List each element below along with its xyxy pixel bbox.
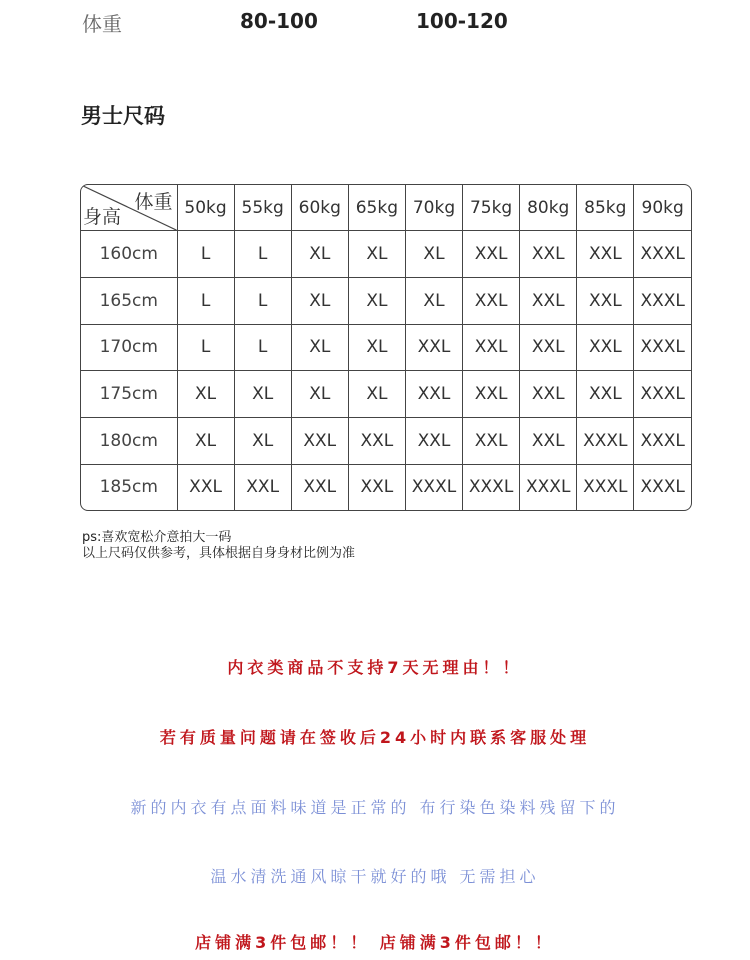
size-cell: XXXL [634, 277, 691, 324]
note-line-2: 以上尺码仅供参考，具体根据自身身材比例为准 [82, 546, 356, 561]
size-cell: L [234, 231, 291, 278]
table-row [81, 418, 691, 465]
table-header-row [81, 185, 691, 231]
size-cell: XXXL [463, 464, 520, 510]
size-cell: XXL [577, 277, 634, 324]
size-cell: XL [177, 371, 234, 418]
return-policy-notice: 内衣类商品不支持7天无理由！！ [227, 658, 523, 677]
size-cell: XL [177, 418, 234, 465]
size-cell: XXL [348, 418, 405, 465]
size-cell: L [177, 231, 234, 278]
weight-header-cell: 65kg [348, 185, 405, 231]
size-cell: XL [291, 231, 348, 278]
size-cell: XXL [463, 277, 520, 324]
size-cell: XL [234, 371, 291, 418]
size-cell: XL [348, 231, 405, 278]
size-cell: XXL [177, 464, 234, 510]
weight-header-cell: 60kg [291, 185, 348, 231]
size-cell: XL [291, 277, 348, 324]
size-cell: XXXL [634, 371, 691, 418]
table-row [81, 277, 691, 324]
size-cell: XXL [463, 231, 520, 278]
size-cell: XXL [577, 231, 634, 278]
size-notes [82, 530, 355, 562]
size-cell: XXL [234, 464, 291, 510]
weight-range-row [0, 8, 750, 38]
table-row [81, 371, 691, 418]
size-cell: XXL [463, 418, 520, 465]
size-cell: XXL [577, 324, 634, 371]
size-cell: XXXL [405, 464, 462, 510]
corner-height-label: 身高 [83, 206, 122, 229]
weight-header-cell: 90kg [634, 185, 691, 231]
weight-range-1: 80-100 [240, 9, 318, 33]
weight-header-cell: 85kg [577, 185, 634, 231]
weight-header-cell: 50kg [177, 185, 234, 231]
height-cell: 175cm [81, 371, 177, 418]
height-cell: 160cm [81, 231, 177, 278]
size-cell: XXL [348, 464, 405, 510]
corner-cell [81, 185, 177, 231]
size-cell: L [234, 324, 291, 371]
height-cell: 170cm [81, 324, 177, 371]
weight-header-cell: 75kg [463, 185, 520, 231]
weight-header-cell: 55kg [234, 185, 291, 231]
size-cell: XXL [291, 464, 348, 510]
weight-header-cell: 70kg [405, 185, 462, 231]
size-cell: XXL [405, 418, 462, 465]
size-cell: XXL [463, 371, 520, 418]
size-cell: XL [405, 231, 462, 278]
corner-weight-label: 体重 [134, 191, 173, 213]
size-cell: XXXL [520, 464, 577, 510]
fabric-smell-notice: 新的内衣有点面料味道是正常的 布行染色染料残留下的 [130, 798, 620, 817]
size-cell: XXL [520, 231, 577, 278]
size-cell: XL [348, 324, 405, 371]
size-cell: XL [348, 277, 405, 324]
size-cell: XXL [291, 418, 348, 465]
size-cell: XXL [520, 418, 577, 465]
size-cell: XXL [405, 371, 462, 418]
size-chart-table [80, 184, 692, 511]
size-cell: XL [348, 371, 405, 418]
section-title: 男士尺码 [81, 104, 165, 128]
height-cell: 185cm [81, 464, 177, 510]
weight-label: 体重 [82, 12, 122, 36]
size-cell: XXXL [577, 464, 634, 510]
size-cell: XXXL [634, 464, 691, 510]
height-cell: 180cm [81, 418, 177, 465]
size-cell: XXXL [577, 418, 634, 465]
weight-range-2: 100-120 [416, 9, 508, 33]
size-cell: XL [405, 277, 462, 324]
size-cell: L [177, 277, 234, 324]
size-cell: L [177, 324, 234, 371]
size-cell: XXL [520, 371, 577, 418]
table-row [81, 324, 691, 371]
table-row [81, 464, 691, 510]
size-cell: XXXL [634, 231, 691, 278]
size-cell: XXXL [634, 418, 691, 465]
size-cell: XXL [520, 277, 577, 324]
size-cell: XXL [405, 324, 462, 371]
weight-header-cell: 80kg [520, 185, 577, 231]
free-shipping-notice: 店铺满3件包邮！！ 店铺满3件包邮！！ [195, 933, 555, 952]
size-cell: XXL [577, 371, 634, 418]
size-cell: XL [234, 418, 291, 465]
height-cell: 165cm [81, 277, 177, 324]
washing-notice: 温水清洗通风晾干就好的哦 无需担心 [210, 867, 540, 886]
table-row [81, 231, 691, 278]
size-cell: XL [291, 371, 348, 418]
quality-issue-notice: 若有质量问题请在签收后24小时内联系客服处理 [159, 728, 591, 747]
size-cell: XXL [520, 324, 577, 371]
size-cell: XL [291, 324, 348, 371]
size-cell: XXL [463, 324, 520, 371]
note-line-1: ps:喜欢宽松介意拍大一码 [82, 530, 232, 545]
size-cell: L [234, 277, 291, 324]
size-cell: XXXL [634, 324, 691, 371]
